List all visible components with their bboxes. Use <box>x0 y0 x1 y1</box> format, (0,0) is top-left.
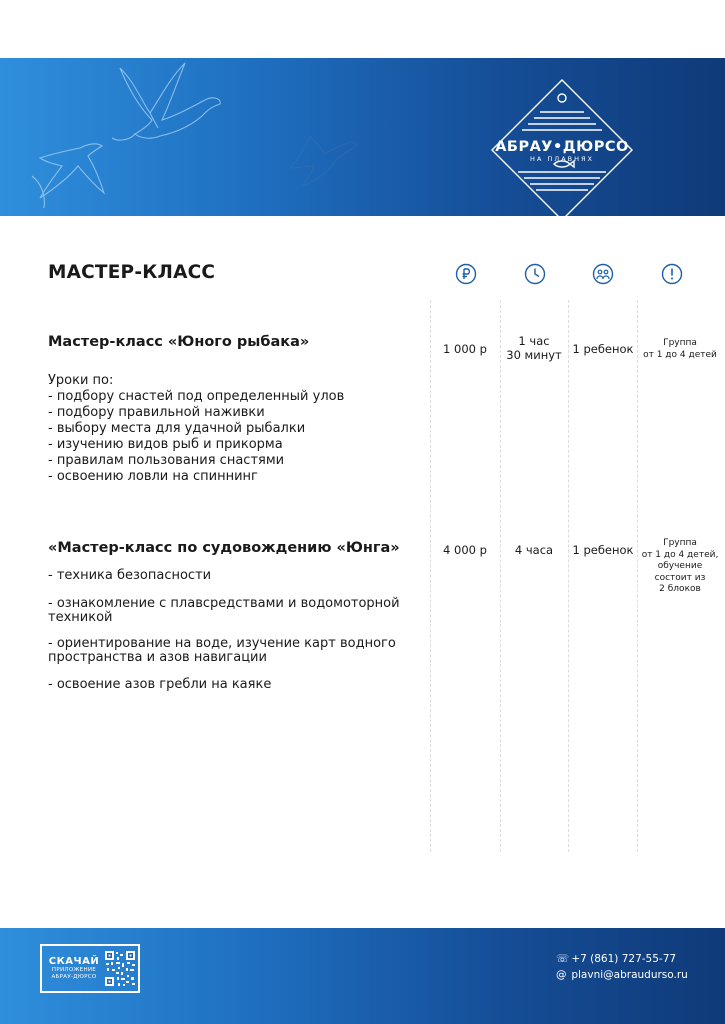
item-description-line: Уроки по: <box>48 373 114 388</box>
column-divider <box>637 300 638 852</box>
item-title: «Мастер-класс по судовождению «Юнга» <box>48 540 400 556</box>
group-icon <box>592 263 614 285</box>
item-description-line: - подбору правильной наживки <box>48 405 265 420</box>
item-participants: 1 ребенок <box>572 543 634 557</box>
note-line: Группа <box>663 338 697 348</box>
duration-line: 30 минут <box>506 348 562 362</box>
phone-icon: ☏ <box>556 953 570 965</box>
download-app-badge[interactable] <box>40 944 140 993</box>
item-price: 1 000 р <box>443 342 487 356</box>
note-line: Группа <box>663 538 697 548</box>
item-duration <box>502 334 566 362</box>
item-duration: 4 часа <box>514 543 554 557</box>
ruble-icon <box>455 263 477 285</box>
item-description-line: - освоению ловли на спиннинг <box>48 469 258 484</box>
item-description-line: техникой <box>48 610 113 625</box>
note-line: от 1 до 4 детей <box>643 349 717 360</box>
item-description-line: - правилам пользования снастями <box>48 453 285 468</box>
column-divider <box>568 300 569 852</box>
note-line: обучение <box>657 561 703 571</box>
email-contact[interactable] <box>556 969 688 981</box>
item-description-line: - выбору места для удачной рыбалки <box>48 421 306 436</box>
item-note <box>639 538 721 596</box>
email-address: plavni@abraudurso.ru <box>571 969 688 981</box>
app-subtitle: АБРАУ-ДЮРСО <box>51 974 97 980</box>
item-description-line: - техника безопасности <box>48 568 212 583</box>
note-line: от 1 до 4 детей, <box>641 549 719 560</box>
section-title: МАСТЕР-КЛАСС <box>48 262 216 283</box>
phone-number: +7 (861) 727-55-77 <box>571 953 677 965</box>
flying-ducks-illustration <box>0 58 420 216</box>
logo-main-text: АБРАУ•ДЮРСО <box>495 139 629 155</box>
info-icon <box>661 263 683 285</box>
clock-icon <box>524 263 546 285</box>
item-description-line: - освоение азов гребли на каяке <box>48 677 272 692</box>
phone-contact[interactable] <box>556 953 676 965</box>
item-description-line: - подбору снастей под определенный улов <box>48 389 345 404</box>
footer-banner <box>0 928 725 1024</box>
item-title: Мастер-класс «Юного рыбака» <box>48 334 310 350</box>
abrau-durso-logo <box>488 76 636 216</box>
item-participants: 1 ребенок <box>572 342 634 356</box>
qr-code-icon[interactable] <box>104 950 136 987</box>
item-description-line: - ознакомление с плавсредствами и водомоторной <box>48 596 400 611</box>
duration-line: 1 час <box>518 334 550 348</box>
header-banner <box>0 58 725 216</box>
item-description-line: - ориентирование на воде, изучение карт водного <box>48 636 396 651</box>
column-divider <box>430 300 431 852</box>
item-description-line: - изучению видов рыб и прикорма <box>48 437 283 452</box>
note-line: 2 блоков <box>659 584 701 594</box>
app-subtitle: ПРИЛОЖЕНИЕ <box>51 967 97 973</box>
app-title: СКАЧАЙ <box>48 956 100 967</box>
at-icon: @ <box>556 969 567 981</box>
item-note <box>639 338 721 361</box>
item-description-line: пространства и азов навигации <box>48 650 267 665</box>
note-line: состоит из <box>654 572 706 583</box>
column-divider <box>500 300 501 852</box>
item-price: 4 000 р <box>443 543 487 557</box>
download-app-text <box>48 956 100 981</box>
logo-sub-text: НА ПЛАВНЯХ <box>530 155 594 163</box>
